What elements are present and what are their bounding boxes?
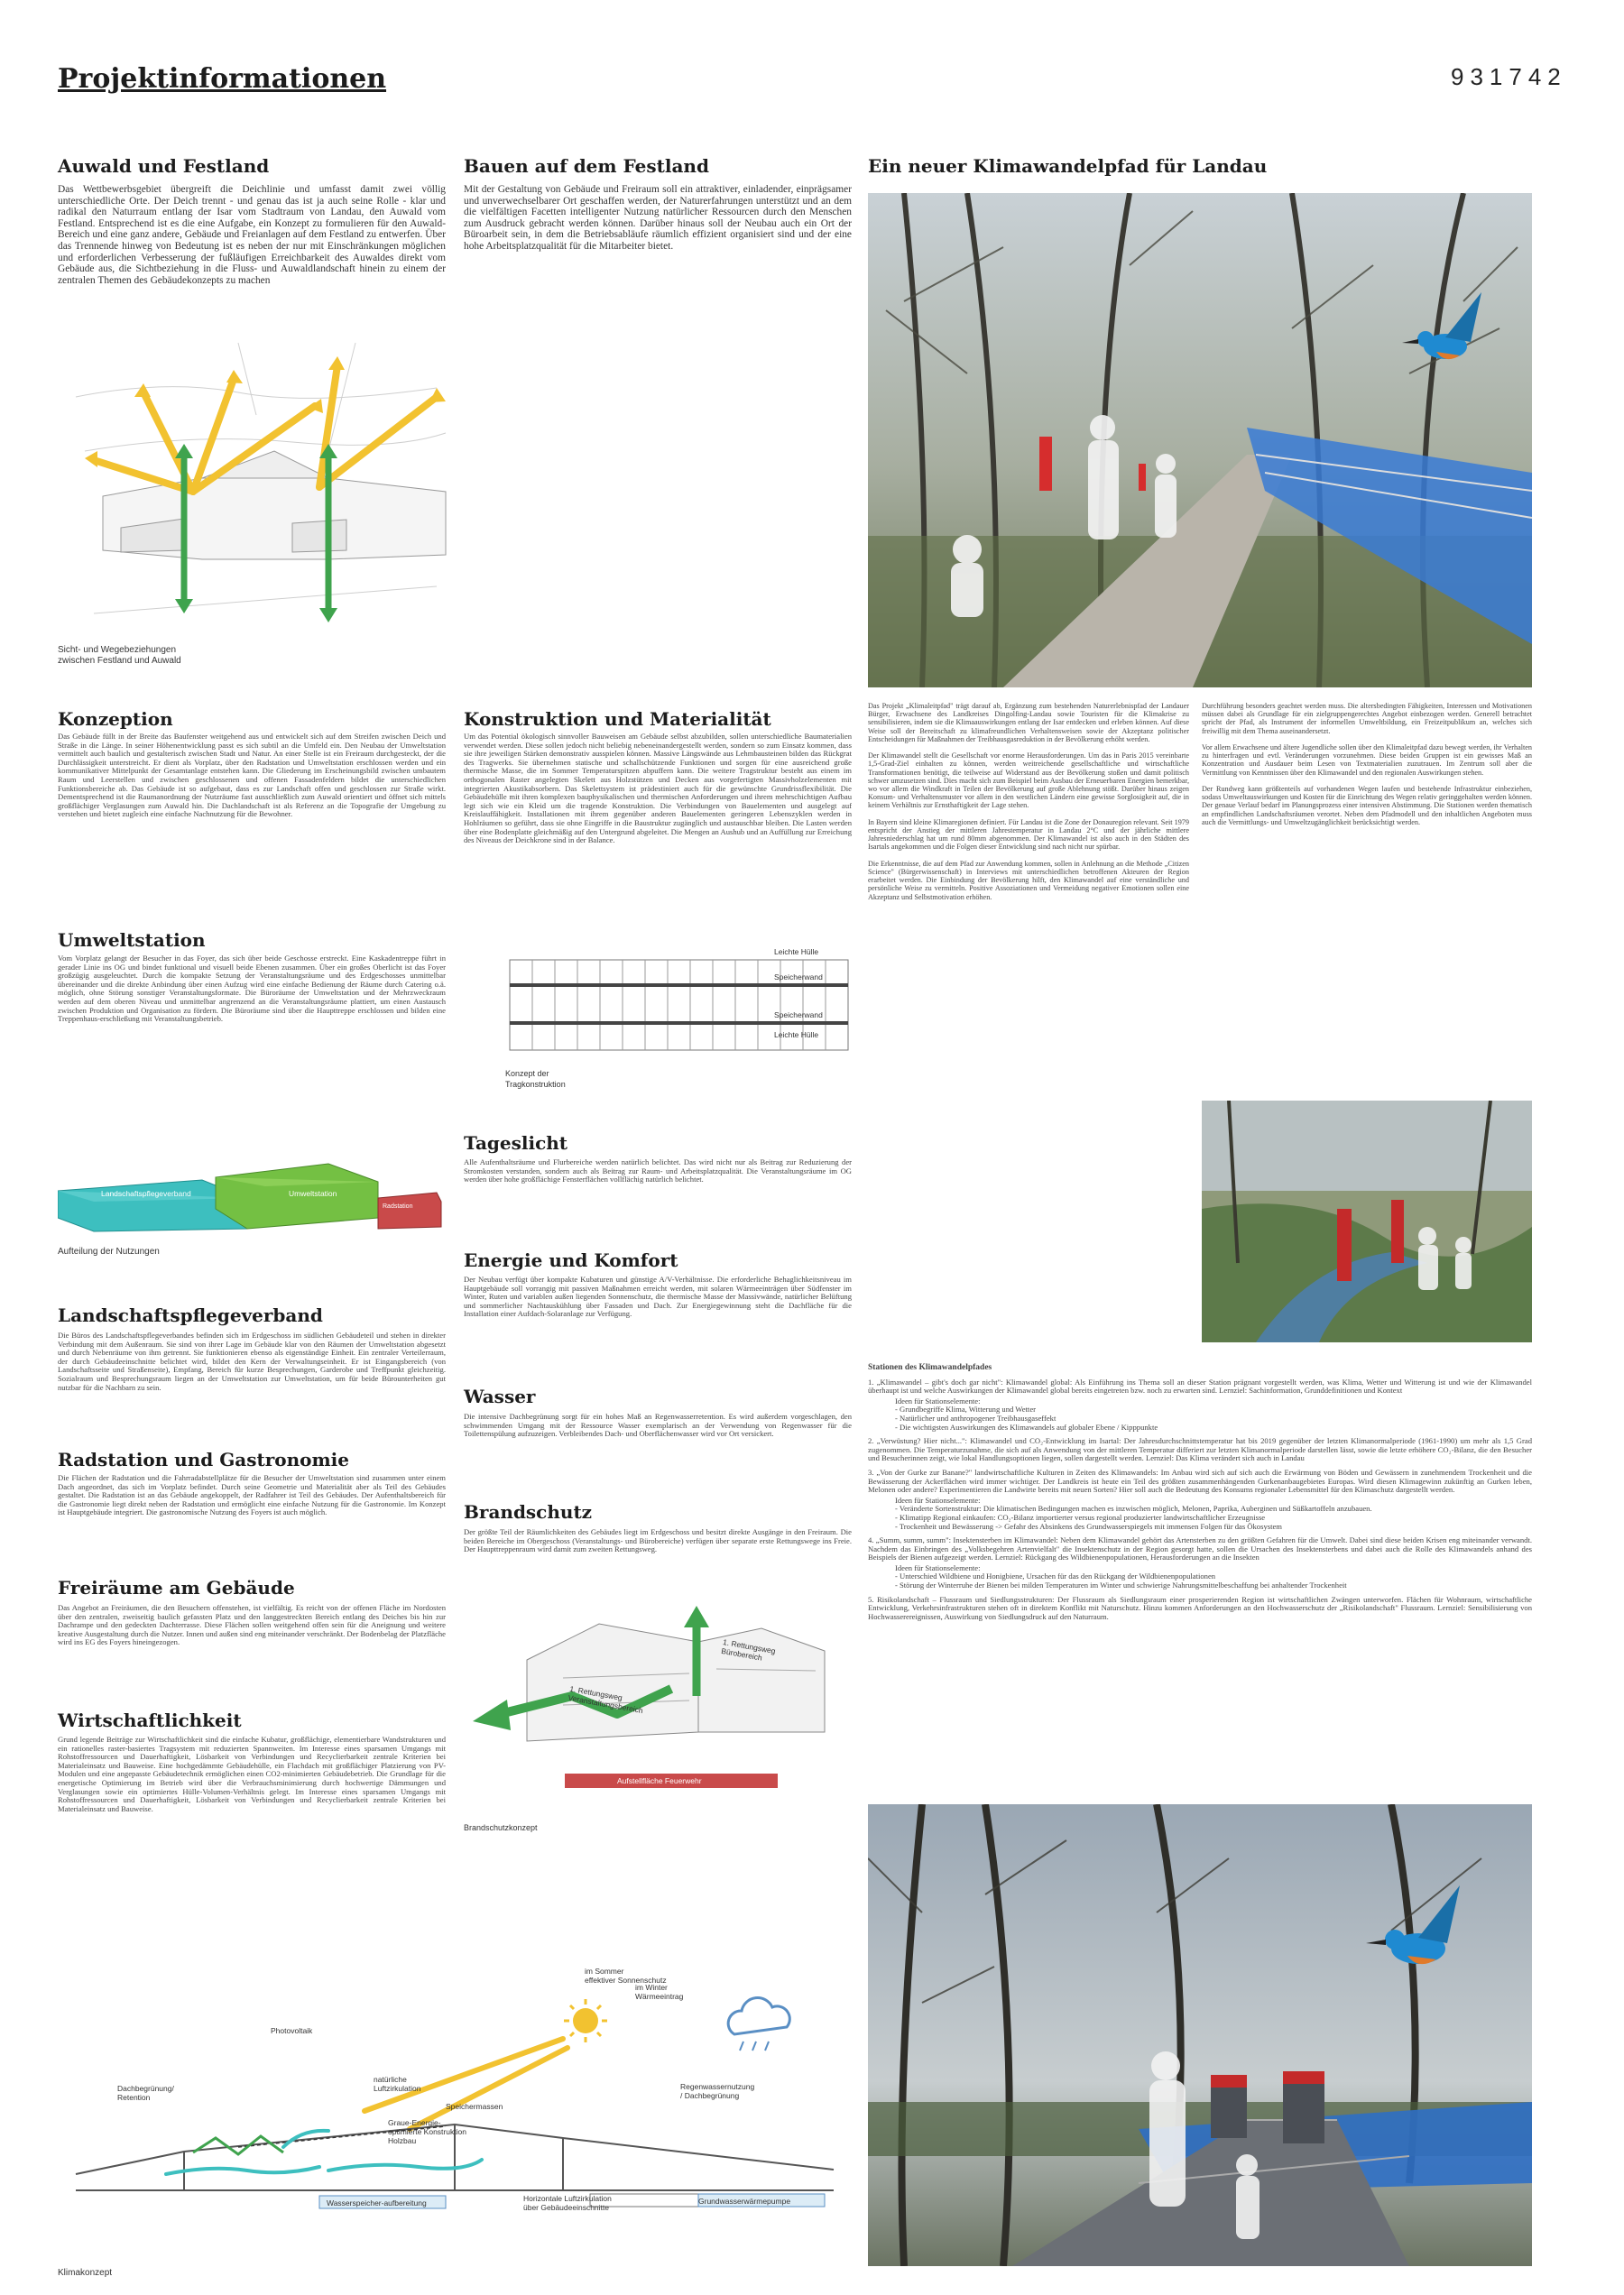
klima-label-sommer: im Sommer effektiver Sonnenschutz (585, 1967, 667, 1985)
brand-label-veranstaltung: 1. Rettungsweg Veranstaltungsbereich (567, 1683, 644, 1716)
energie-text: Der Neubau verfügt über kompakte Kubaturen und günstige A/V-Verhältnisse. Die erforderliche Behaglichkeitsniveau im Hauptgebäude soll vorrangig mit passiven Maßnahmen erreicht werden, mit solaren Wärmeeinträgen über Südfenster im Winter, Ruten und variablen außen liegenden Sonnenschutz, die thermische Masse der Massivwände, natürlicher Belüftung und sommerlicher Nachtauskühlung über Fassaden und Dach. Zur Energiegewinnung steht die Dachfläche für die Installation einer Aufdach-Solaranlage zur Verfügung. (464, 1276, 852, 1319)
tragkonstruktion-diagram (505, 947, 857, 1065)
trag-label-3: Speicherwand (774, 1010, 823, 1019)
brandschutz-text: Der größte Teil der Räumlichkeiten des Gebäudes liegt im Erdgeschoss und besitzt direkte Ausgänge in den Freiraum. Die beiden Bereiche im Obergeschoss (Veranstaltungs- und Bürobereiche) verfügen über separate erste Rettungswege ins Freie. Der Haupttreppenraum wird damit zum zweiten Rettungsweg. (464, 1528, 852, 1554)
tageslicht-heading: Tageslicht (464, 1132, 568, 1154)
brandschutz-caption: Brandschutzkonzept (464, 1823, 538, 1832)
konzeption-heading: Konzeption (58, 708, 173, 730)
freiraeume-text: Das Angebot an Freiräumen, die den Besuchern offenstehen, ist vielfältig. Es reicht von der offenen Fläche im Nordosten über den zentralen, zweiseitig baulich gefassten Platz und den langgestreckten Bereich entlang des Deiches bis hin zur Dachrampe und den gedeckten Dachterrasse. Diese Flächen sollen weitgehend offen sein für die Aneignung und weitere kreative Ausgestaltung durch die Nutzer. Innen und außen sind eng miteinander verschränkt. Der Bodenbelag der Platzfläche wird ins EG des Foyers hineingezogen. (58, 1604, 446, 1647)
sun-icon (564, 1999, 607, 2042)
auwald-heading: Auwald und Festland (58, 155, 270, 177)
wirtschaft-heading: Wirtschaftlichkeit (58, 1710, 242, 1731)
lpv-text: Die Büros des Landschaftspflegeverbandes befinden sich im Erdgeschoss im südlichen Gebäudeteil und stehen in direkter Verbindung mit dem Außenraum. Sie sind von ihrer Lage im Gebäude klar von den Räumen der Umweltstation abgesetzt und durch Nebenräume von ihm getrennt. Sie funktionieren ebenso als eigenständige Einheit. Ein zentraler Verteilerraum, der durch Gebäudeeinschnitte belichtet wird, bildet den Kern der Verwaltungseinheit. Er ist Eingangsbereich (von Landschaftsseite und Straßenseite), Empfang, Bereich für kurze Besprechungen, Garderobe und Treffpunkt gleichzeitig. Sozialraum und Besprechungsraum liegen an der Umweltstation zur Umweltstation, um für beide Bürounterheiten gut nutzbar für die Nachbarn zu sein. (58, 1332, 446, 1392)
freiraeume-heading: Freiräume am Gebäude (58, 1577, 295, 1599)
bauen-text: Mit der Gestaltung von Gebäude und Freiraum soll ein attraktiver, einladender, einprägsamer und unverwechselbarer Ort geschaffen werden, der Naturerfahrungen unterstützt und an dem die vielfältigen Facetten intelligenter Nutzung natürlicher Ressourcen durch den Menschen zum Ausdruck gebracht werden können. Darüber hinaus soll der Neubau auch ein Ort der Büroarbeit sein, in dem die Betriebsabläufe räumlich effizient organisiert sind und der eine hohe Arbeitsplatzqualität für die Mitarbeiter bietet. (464, 184, 852, 252)
tageslicht-text: Alle Aufenthaltsräume und Flurbereiche werden natürlich belichtet. Das wird nicht nur als Beitrag zur Reduzierung der Stromkosten verstanden, sondern auch als Beitrag zur Raum- und Arbeitsplatzqualität. Die Veranstaltungsräume im OG werden über hohe großflächige Fensterflächen vollflächig natürlich belichtet. (464, 1158, 852, 1184)
nutzungen-caption: Aufteilung der Nutzungen (58, 1247, 160, 1257)
radstation-heading: Radstation und Gastronomie (58, 1449, 349, 1470)
station-1: 1. „Klimawandel – gibt's doch gar nicht": Klimawandel global: Als Einführung ins Thema soll an dieser Station prägnant vorgestellt werden, was Klima, Wetter und Witterung ist und wie der Klimawandel überhaupt ist und welche Auswirkungen der Klimawandel global bereits eingetreten bzw. noch zu erwarten sind. Lernziel: Sachinformation, Grunddefinitionen und Kontext Ideen für Stationselemente: - Grundbegriffe Klima, Witterung und Wetter - Natürlicher und anthropogener Treibhausgaseffekt - Die wichtigsten Auswirkungen des Klimawandels auf globaler Ebene / Kipppunkte (868, 1377, 1532, 1432)
nutzung-label-umweltstation: Umweltstation (289, 1189, 337, 1198)
klima-label-regen: Regenwassernutzung / Dachbegrünung (680, 2082, 755, 2100)
konzeption-text: Das Gebäude füllt in der Breite das Baufenster weitgehend aus und entwickelt sich auf dem Streifen zwischen Deich und Straße in die Länge. In seiner Höhenentwicklung passt es sich subtil an die Umfeld ein. Den Neubau der Umweltstation vermittelt auch baulich und gestalterisch zwischen Stadt und Natur. An einer Stelle ist ein Freiraum durchgesteckt, der die Durchlässigkeit unterstreicht. Er dient als Vorplatz, über den Radstation und Umweltstation erschlossen werden und ein kommunikativer Mittelpunkt der Gesamtanlage entstehen kann. Die Gliederung im Erscheinungsbild zwischen umbautem Raum und Leerstellen und zwischen geschlossenen und offenen Fassadenfeldern bildet die unterschiedlichen Funktionsbereiche ab. Das Gebäude ist so aufgebaut, dass es zur Landschaft offen und geschlossen zur Straße wirkt. Dementsprechend ist die Raumanordnung der Nutzräume fast ausschließlich zum Auwald orientiert und öffnet sich mittels großflächiger Verglasungen zum Auwald hin. Die Dachlandschaft ist als Referenz an die Topografie der Umgebung zu verstehen und bietet zugleich eine einfache Nachnutzung für die Bewohner. (58, 733, 446, 819)
wasser-heading: Wasser (464, 1386, 536, 1407)
station-4: 4. „Summ, summ, summ": Insektensterben im Klimawandel: Neben dem Klimawandel gehört das Artensterben zu den größten Gefahren für die Umwelt. Dabei sind diese beiden Krisen eng miteinander verwandt. Nachdem das Einbringen des „Volksbegehren Artenvielfalt" die Insektenschutz in der Region gesorgt hatte, sollen die Ursachen des Insektensterbens und dabei auch die Rolle des Klimawandels anhand des Beispiels der Bienen aufgezeigt werden. Lernziel: Rückgang des Wildbienenpopulationen, Herausforderungen an die Insekten Ideen für Stationselemente: - Unterschied Wildbiene und Honigbiene, Ursachen für das den Rückgang der Wildbienenpopulationen - Störung der Winterruhe der Bienen bei milden Temperaturen im Winter und schwierige Nahrungsmittelbeschaffung bei anhaltender Trockenheit (868, 1535, 1532, 1590)
klima-label-winter: im Winter Wärmeeintrag (635, 1983, 684, 2001)
klima-label-lueftung: natürliche Luftzirkulation (374, 2075, 421, 2093)
klimapfad-visualisierung-3 (868, 1804, 1532, 2266)
brand-label-feuerwehr: Aufstellfläche Feuerwehr (617, 1776, 702, 1785)
klimakonzept-caption: Klimakonzept (58, 2268, 113, 2278)
umweltstation-text: Vom Vorplatz gelangt der Besucher in das Foyer, das sich über beide Geschosse erstreckt. Eine Kaskadentreppe führt in gerader Linie ins OG und bindet funktional und visuell beide Ebenen zusammen. Über ein großes Oberlicht ist das Foyer großzügig ausgeleuchtet. Durch die kompakte Setzung der Veranstaltungsräume und des Erdgeschosses unmittelbar übereinander und die direkte Anbindung über einen Aufzug wird eine einfache Bedienung der Räume durch Catering o.ä. möglich, ohne Störung sonstiger Veranstaltungsformate. Die Büroräume der Umweltstation und der Mehrzweckraum werden auf dem oberen Niveau und unmittelbar angrenzend an die Veranstaltungsräume plattiert, um einen Austausch zwischen Produktion und Organisation zu fördern. Die Büroräume sind über die Haupttreppe erschlossen und bilden eine Treppenhaus-erschließung mit Veranstaltungsbetrieb. (58, 954, 446, 1024)
station-2: 2. „Verwüstung? Hier nicht...": Klimawandel und CO₂-Entwicklung im Isartal: Der Jahresdurchschnittstemperatur hat bis 2019 gegenüber der letzten Klimanormalperiode (1961-1990) um mehr als 1,5 Grad zugenommen. Die Temperaturzunahme, die sich auf als Anwendung von der mittleren Temperatur differiert zur letzten Klimanormalperiode darstellen lässt, sowie die letzte erhöhere CO₂-Bilanz, die den Besucher und Besucherinnen zeigt, wie lokal Handlungsoptionen liegen, sollen dargestellt werden. Lernziel: Das Klima verändert sich auch in Landau (868, 1436, 1532, 1463)
station-5: 5. Risikolandschaft – Flussraum und Siedlungsstrukturen: Der Flussraum als Siedlungsraum einer prosperierenden Region ist wirtschaftlichen Zwängen unterworfen. Flächen für Wohnraum, wirtschaftliche Entwicklung, Verkehrsinfrastrukturen stehen oft in direktem Konflikt mit Naturschutz. Hinzu kommen Anforderungen an den Hochwasserschutz der „Risikolandschaft" Flussraum. Lernziel: Sensibilisierung von Hochwasserereignissen, Auswirkung von Siedlungsdruck auf den Naturraum. (868, 1594, 1532, 1621)
lpv-heading: Landschaftspflegeverband (58, 1304, 323, 1326)
brandschutz-diagram (464, 1606, 852, 1804)
stationen-section (868, 1364, 1532, 1621)
klima-label-erdwaerme: Grundwasserwärmepumpe (698, 2197, 791, 2206)
klima-label-pv: Photovoltaik (271, 2026, 313, 2035)
tragkonstruktion-caption: Konzept der Tragkonstruktion (505, 1069, 566, 1089)
umweltstation-heading: Umweltstation (58, 929, 206, 951)
sichtbeziehungen-caption: Sicht- und Wegebeziehungen zwischen Festland und Auwald (58, 645, 181, 666)
klima-label-horizontal: Horizontale Luftzirkulation über Gebäudeeinschnitte (523, 2194, 612, 2212)
wirtschaft-text: Grund legende Beiträge zur Wirtschaftlichkeit sind die einfache Kubatur, großflächige, elementierbare Wandstrukturen und ein rationelles raster-basiertes Tragsystem mit reduzierten Spannweiten. Im Interesse eines sparsamen Umgangs mit Rohstoffressourcen und Dauerhaftigkeit, Lösbarkeit von Verbindungen und Recyclierbarkeit zentrale Kriterien bei Materialeinsatz und Bauweise. Eine hochgedämmte Gebäudehülle, ein Flachdach mit großflächiger Platzierung von PV-Modulen und eine angepasste Gebäudetechnik ermöglichen einen CO2-minimierten Gebäudebetrieb. Die Grundlage für die energetische Optimierung im Betrieb wird über die Verbrauchsminimierung durch hochwertige Dämmungen und Verglasungen sowie ein optimiertes Hülle-Volumen-Verhältnis gelegt. Im Interesse eines sparsamen Umgangs mit Rohstoffressourcen und Dauerhaftigkeit, Lösbarkeit von Verbindungen und Recyclierbarkeit zentrale Kriterien bei Materialeinsatz und Bauweise. (58, 1736, 446, 1813)
klimapfad-text-a: Das Projekt „Klimaleitpfad" trägt darauf ab, Ergänzung zum bestehenden Naturerlebnispfad der Landauer Bürger, Erwachsene des Landkreises Dingolfing-Landau sowie Touristen für die Klimakrise zu sensibilisieren, indem sie die Klimaauswirkungen entlang der Isar entdecken und erleben können. Auf diese Weise soll der Bereitschaft zu klimafreundlichen Verhaltensweisen sowie der Akzeptanz politischer Entscheidungen für Maßnahmen der Treibhausgasreduktion in der Bevölkerung erhöht werden. Der Klimawandel stellt die Gesellschaft vor enorme Herausforderungen. Um das in Paris 2015 vereinbarte 1,5-Grad-Ziel einhalten zu können, werden weitreichende gesellschaftliche und wirtschaftliche Transformationen benötigt, die teilweise auf Widerstand aus der Bevölkerung stoßen und damit politisch schwer umzusetzen sind. Dies macht sich zum Beispiel beim Ausbau der Erneuerbaren Energien bemerkbar, wo vor allem die Windkraft in Teilen der Bevölkerung auf große Ablehnung stößt. Darüber hinaus zeigen Konsum- und Verhaltensmuster vor allem in den westlichen Ländern eine gewisse Sorglosigkeit auf, die in keinem Verhältnis zur Ernsthaftigkeit der Lage stehen. In Bayern sind kleine Klimaregionen definiert. Für Landau ist die Zone der Donauregion relevant. Seit 1979 entspricht der Anstieg der mittleren Jahrestemperatur in Landau 2°C und der jährliche mittlere Jahresniederschlag hat um rund 80mm abgenommen. Der Klimawandel ist also auch in den Städten des Isartals angekommen und die Folgen dieser Entwicklung sind nach nicht nur spürbar. Die Erkenntnisse, die auf dem Pfad zur Anwendung kommen, sollen in Anlehnung an die Methode „Citizen Science" (Bürgerwissenschaft) in Interviews mit unterschiedlichen betroffenen Akteuren der Region erarbeitet werden. Die Einbindung der Bevölkerung hilft, den Klimawandel auf eine verständliche und persönliche Weise zu vermitteln. Positive Assoziationen und Vermeidung negativer Emotionen sollen eine Akzeptanz und Selbstmotivation erhöhen. (868, 702, 1189, 901)
sichtbeziehungen-diagram (58, 343, 455, 641)
klima-label-speicher: Speichermassen (446, 2102, 503, 2111)
radstation-text: Die Flächen der Radstation und die Fahrradabstellplätze für die Besucher der Umweltstation sind zusammen unter einem Dach angeordnet, das sich im Vorplatz befindet. Durch seine Geometrie und Materialität aber als Teil des Gebäudes gestaltet. Die Radstation ist an das Gebäude angekoppelt, der Radfahrer ist Teil des Gebäudes. Der Aufenthaltsbereich für die Gastronomie liegt direkt neben der Radstation und ermöglicht eine einfache Nutzung für die Gastronomie. Im Konzept ist Hauptgebäude integriert. Die gastronomische Nutzung des Foyers ist auch möglich. (58, 1474, 446, 1517)
trag-label-1: Leichte Hülle (774, 947, 819, 956)
klimapfad-text-b: Durchführung besonders geachtet werden muss. Die altersbedingten Fähigkeiten, Interessen und Motivationen müssen dabei als Grundlage für ein zielgruppengerechtes Angebot einbezogen werden. Generell betrachtet spricht der Pfad, als Instrument der informellen Umweltbildung, ein Freizeitpublikum an, welches sich freiwillig mit dem Thema auseinandersetzt. Vor allem Erwachsene und ältere Jugendliche sollen über den Klimaleitpfad dazu bewegt werden, ihr Verhalten zu hinterfragen und evtl. Veränderungen vorzunehmen. Diese beiden Gruppen ist ein gewisses Maß an Konzentration und Ausdauer beim Lesen von Textmaterialien zuzutrauen. Im Zentrum soll aber die Vermittlung von Kenntnissen über den Klimawandel und den regionalen Auswirkungen stehen. Der Rundweg kann größtenteils auf vorhandenen Wegen laufen und bestehende Infrastruktur einbeziehen, sodass Umweltauswirkungen und Kosten für die Einrichtung des Wegen relativ geringgehalten werden können. Der genaue Verlauf bedarf im Planungsprozess einer intensiven Abstimmung. Die Stationen werden thematisch an empfindlichen Landschaftsräumen verortet. Neben dem Pfadmodell und den inhaltlichen Angeboten muss auch die Vermittlungs- und Umweltzugänglichkeit berücksichtigt werden. (1202, 702, 1532, 826)
nutzung-label-radstation: Radstation (383, 1203, 413, 1210)
trag-label-2: Speicherwand (774, 972, 823, 982)
project-number: 931742 (1451, 63, 1567, 90)
trag-label-4: Leichte Hülle (774, 1030, 819, 1039)
wasser-text: Die intensive Dachbegrünung sorgt für ein hohes Maß an Regenwasserretention. Es wird außerdem vorgeschlagen, den schwimmenden Umgang mit der Ressource Wasser exemplarisch an der Verwendung von Regenwasser für die Toilettenspülung aufzuzeigen. Verbleibendes Dach- und Oberflächenwasser wird vor Ort versickert. (464, 1413, 852, 1439)
brand-label-buero: 1. Rettungsweg Bürobereich (720, 1637, 777, 1663)
klimapfad-visualisierung-2 (1202, 1101, 1532, 1342)
brandschutz-heading: Brandschutz (464, 1501, 593, 1523)
konstruktion-heading: Konstruktion und Materialität (464, 708, 771, 730)
sichtachse-1 (319, 397, 437, 487)
cloud-icon (728, 1998, 789, 2051)
klima-label-grau: Graue-Energie- optimierte Konstruktion Holzbau (388, 2118, 466, 2145)
nutzung-label-lpv: Landschaftspflegeverband (101, 1189, 191, 1198)
page-title: Projektinformationen (58, 63, 387, 95)
station-3: 3. „Von der Gurke zur Banane?" landwirtschaftliche Kulturen in Zeiten des Klimawandels: Im Anbau wird sich auf sich auch die Erwärmung von Böden und Gewässern in zunehmendem Trockenheit und die Bewässerung der Ackerflächen wird immer wichtiger. Der Landkreis ist heute ein Teil des größten zusammenhängenden Gurkenanbaugebietes Europas. Wird diesen Klimagewinn zukünftig an Gurken leben, Melonen oder andere? Experimentieren die Landwirte bereits mit neuen Sorten? Hier soll auch die Bedeutung des Konsums regionaler Lebensmittel für den Klimaschutz dargestellt werden. Ideen für Stationselemente: - Veränderte Sortenstruktur: Die klimatischen Bedingungen machen es inzwischen möglich, Melonen, Paprika, Auberginen und Süßkartoffeln anzubauen. - Klimatipp Regional einkaufen: CO₂-Bilanz importierter versus regional produzierter landwirtschaftlicher Erzeugnisse - Trockenheit und Bewässerung -> Gefahr des Absinkens des Grundwasserspiegels mit immensen Folgen für das Ökosystem (868, 1467, 1532, 1531)
klima-label-dach: Dachbegrünung/ Retention (117, 2084, 174, 2102)
klimapfad-heading: Ein neuer Klimawandelpfad für Landau (868, 155, 1268, 177)
klimapfad-visualisierung-1 (868, 193, 1532, 687)
stationen-heading: Stationen des Klimawandelpfades (868, 1363, 992, 1372)
konstruktion-text: Um das Potential ökologisch sinnvoller Bauweisen am Gebäude selbst abzubilden, sollen unterschiedliche Baumaterialien verwendet werden. Diese sollen jedoch nicht beliebig nebeneinandergestellt werden, sondern so zum Einsatz kommen, dass sie ihre jeweiligen Stärken demonstrativ ausspielen können. Massive Längswände aus Lehmbausteinen bilden das Rückgrat des Tragwerks. Sie übernehmen statische und schallschützende Funktionen und sorgen für eine ausreichend große thermische Masse, die im Sommer Temperaturspitzen abpuffern kann. Die weitere Tragstruktur besteht aus einem im orthogonalen Raster angelegten Skelett aus Holzstützen und Decken aus vorgefertigten Massivholzelementen mit integrierten Akustikabsorbern. Das Skelettsystem ist prädestiniert auch für die gewünschte Grundrissflexibilität. Die Gebäudehülle mit ihren komplexen bauphysikalischen und thermischen Anforderungen und ihrem mehrschichtigen Aufbau legt sich wie ein Kleid um die tragende Konstruktion. Die Verbindungen von Bauelementen und ausgelegt auf Kreislauffähigkeit. Installationen mit ihrem gegenüber anderen Bauelementen geringeren Lebenszyklen werden in Hohlräumen so geführt, dass sie ohne Eingriffe in die Baustruktur zugänglich und austauschbar bleiben. Die Lasten werden über eine Bodenplatte gleichmäßig auf den Untergrund abgeleitet. Die Mengen an Aushub und an Auffüllung zur Erreichung des Niveaus der Deichkrone sind in der Balance. (464, 733, 852, 845)
energie-heading: Energie und Komfort (464, 1249, 678, 1271)
klima-label-wasserspeicher: Wasserspeicher-aufbereitung (327, 2198, 427, 2207)
bauen-heading: Bauen auf dem Festland (464, 155, 709, 177)
auwald-text: Das Wettbewerbsgebiet übergreift die Deichlinie und umfasst damit zwei völlig unterschiedliche Orte. Der Deich trennt - und genau das ist ja auch seine Rolle - klar und radikal den Naturraum entlang der Isar vom Stadtraum von Landau, den Auwald vom Festland. Entsprechend ist es die eine Aufgabe, ein Konzept zu formulieren für den Auwald-Bereich und eine ganz andere, Gebäude und Freianlagen auf dem Festland zu entwerfen. Über das Trennende hinweg von Bedeutung ist es neben der nur mit Einschränkungen möglichen und erforderlichen Verbesserung der fußläufigen Erreichbarkeit des Auwaldes direkt vom Gebäude aus, die Sichtbeziehung in die Fluss- und Auwaldlandschaft hinein zu einem der zentralen Themen des Gebäudekonzepts zu machen (58, 184, 446, 286)
